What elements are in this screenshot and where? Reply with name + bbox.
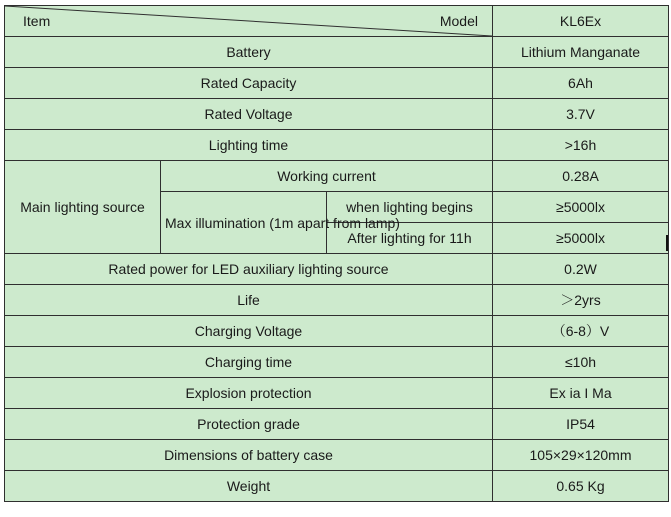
weight-label: Weight <box>5 471 493 502</box>
life-value: ＞2yrs <box>493 285 669 316</box>
model-value: KL6Ex <box>493 6 669 37</box>
rated-voltage-label: Rated Voltage <box>5 99 493 130</box>
lighting-time-label: Lighting time <box>5 130 493 161</box>
explosion-protection-value: Ex ia I Ma <box>493 378 669 409</box>
lighting-begins-label: when lighting begins <box>327 192 493 223</box>
table-row <box>5 471 669 502</box>
rated-voltage-value: 3.7V <box>493 99 669 130</box>
weight-value: 0.65 Kg <box>493 471 669 502</box>
lighting-begins-value: ≥5000lx <box>493 192 669 223</box>
item-model-header-cell <box>5 6 493 37</box>
item-header: Item <box>23 13 51 29</box>
text-cursor <box>666 235 668 251</box>
spec-table <box>4 5 669 502</box>
table-row <box>5 37 669 68</box>
working-current-value: 0.28A <box>493 161 669 192</box>
dimensions-value: 105×29×120mm <box>493 440 669 471</box>
aux-power-label: Rated power for LED auxiliary lighting source <box>5 254 493 285</box>
working-current-label: Working current <box>161 161 493 192</box>
table-row <box>5 161 669 192</box>
charging-voltage-label: Charging Voltage <box>5 316 493 347</box>
table-row <box>5 347 669 378</box>
lighting-time-value: >16h <box>493 130 669 161</box>
main-lighting-source-label: Main lighting source <box>5 161 161 254</box>
model-header: Model <box>439 13 478 29</box>
table-row <box>5 316 669 347</box>
table-row <box>5 68 669 99</box>
table-row <box>5 285 669 316</box>
rated-capacity-value: 6Ah <box>493 68 669 99</box>
after-lighting-value: ≥5000lx <box>493 223 669 254</box>
charging-time-label: Charging time <box>5 347 493 378</box>
aux-power-value: 0.2W <box>493 254 669 285</box>
after-lighting-label: After lighting for 11h <box>327 223 493 254</box>
table-row <box>5 440 669 471</box>
life-label: Life <box>5 285 493 316</box>
max-illumination-label: Max illumination (1m apart from lamp) <box>161 192 327 254</box>
explosion-protection-label: Explosion protection <box>5 378 493 409</box>
protection-grade-value: IP54 <box>493 409 669 440</box>
battery-label: Battery <box>5 37 493 68</box>
charging-voltage-value: （6-8）V <box>493 316 669 347</box>
header-row <box>5 6 669 37</box>
charging-time-value: ≤10h <box>493 347 669 378</box>
table-row <box>5 378 669 409</box>
rated-capacity-label: Rated Capacity <box>5 68 493 99</box>
table-row <box>5 409 669 440</box>
battery-value: Lithium Manganate <box>493 37 669 68</box>
table-row <box>5 99 669 130</box>
table-row <box>5 130 669 161</box>
table-row <box>5 254 669 285</box>
dimensions-label: Dimensions of battery case <box>5 440 493 471</box>
protection-grade-label: Protection grade <box>5 409 493 440</box>
diagonal-divider <box>5 6 492 36</box>
